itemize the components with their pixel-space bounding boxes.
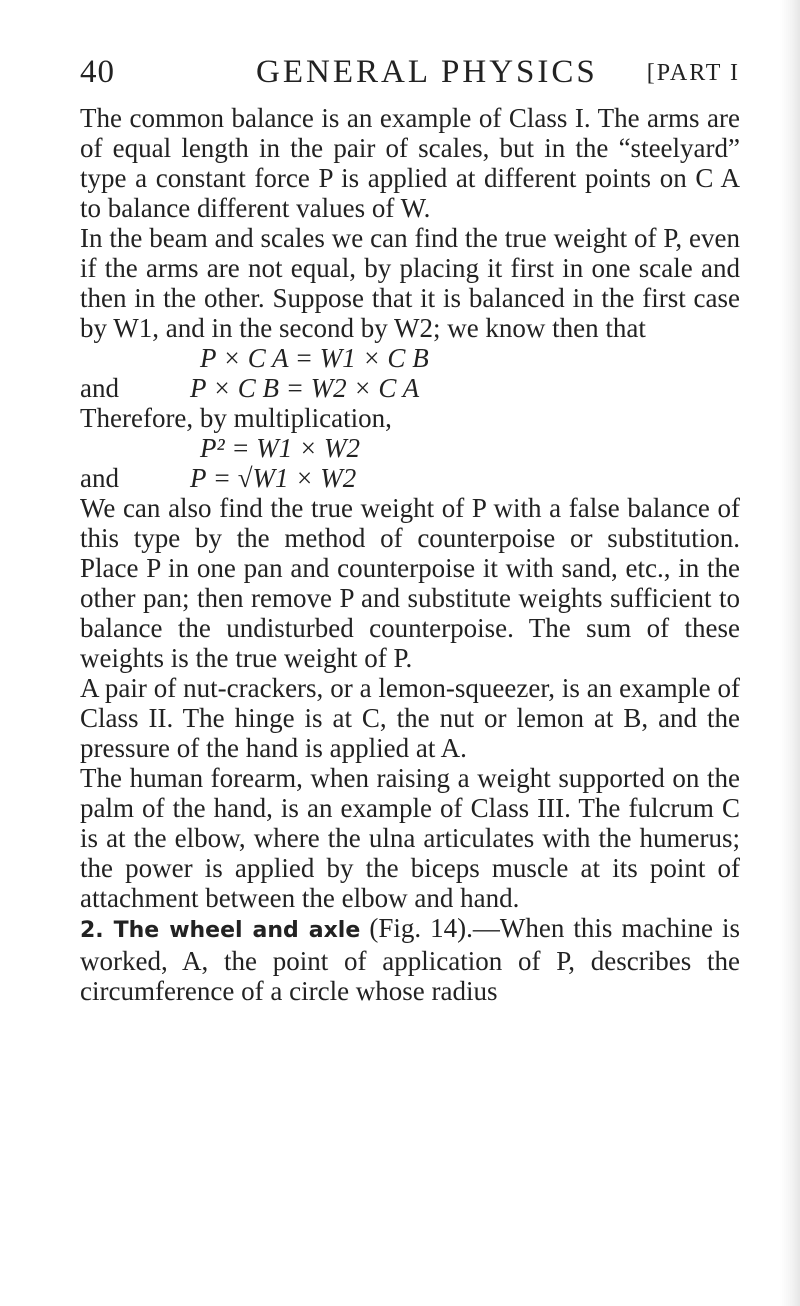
equation-4-lead: and xyxy=(80,463,119,493)
equation-2: P × C B = W2 × C A xyxy=(190,373,420,403)
running-header xyxy=(80,54,740,94)
paragraph-wheel-axle-text: (Fig. 14).—When this machine is worked, A, the point of application of P, describes the circumference of a circle whose radius xyxy=(80,913,741,1006)
running-title: GENERAL PHYSICS xyxy=(256,54,598,90)
paragraph-class-three: The human forearm, when raising a weight supported on the palm of the hand, is an example of Class III. The fulcrum C is at the elbow, where the ulna articulates with the humerus; the power is applied by the biceps muscle at its point of attachment between the elbow and hand. xyxy=(80,763,740,913)
therefore-line: Therefore, by multiplication, xyxy=(80,403,392,433)
equation-2-line xyxy=(80,373,740,403)
equation-2-lead: and xyxy=(80,373,119,403)
equation-1: P × C A = W1 × C B xyxy=(200,343,429,373)
paragraph-counterpoise: We can also find the true weight of P with a false balance of this type by the method of counterpoise or substitution. Place P in one pan and counterpoise it with sand, etc., in the other pan; then remove P and substitute weights sufficient to balance the undisturbed counterpoise. The sum of these weights is the true weight of P. xyxy=(80,493,740,673)
paragraph-class-two: A pair of nut-crackers, or a lemon-squeezer, is an example of Class II. The hinge is at C, the nut or lemon at B, and the pressure of the hand is applied at A. xyxy=(80,673,740,763)
section-heading-wheel-axle: 2. The wheel and axle xyxy=(80,918,361,943)
paragraph-wheel-axle xyxy=(80,913,740,1006)
paragraph-class-one: The common balance is an example of Class I. The arms are of equal length in the pair of scales, but in the “steelyard” type a constant force P is applied at different points on C A to balance different values of W. xyxy=(80,103,740,223)
body-text xyxy=(80,103,740,1006)
equation-4: P = √W1 × W2 xyxy=(190,463,357,493)
page-edge-shadow xyxy=(780,0,800,1306)
equation-3: P² = W1 × W2 xyxy=(200,433,361,463)
page-number: 40 xyxy=(80,54,115,90)
paragraph-beam-scales: In the beam and scales we can find the true weight of P, even if the arms are not equal, by placing it first in one scale and then in the other. Suppose that it is balanced in the first case by W1, and in the second by W2; we know then that xyxy=(80,223,740,343)
part-label: [PART I xyxy=(646,60,740,86)
equation-4-line xyxy=(80,463,740,493)
